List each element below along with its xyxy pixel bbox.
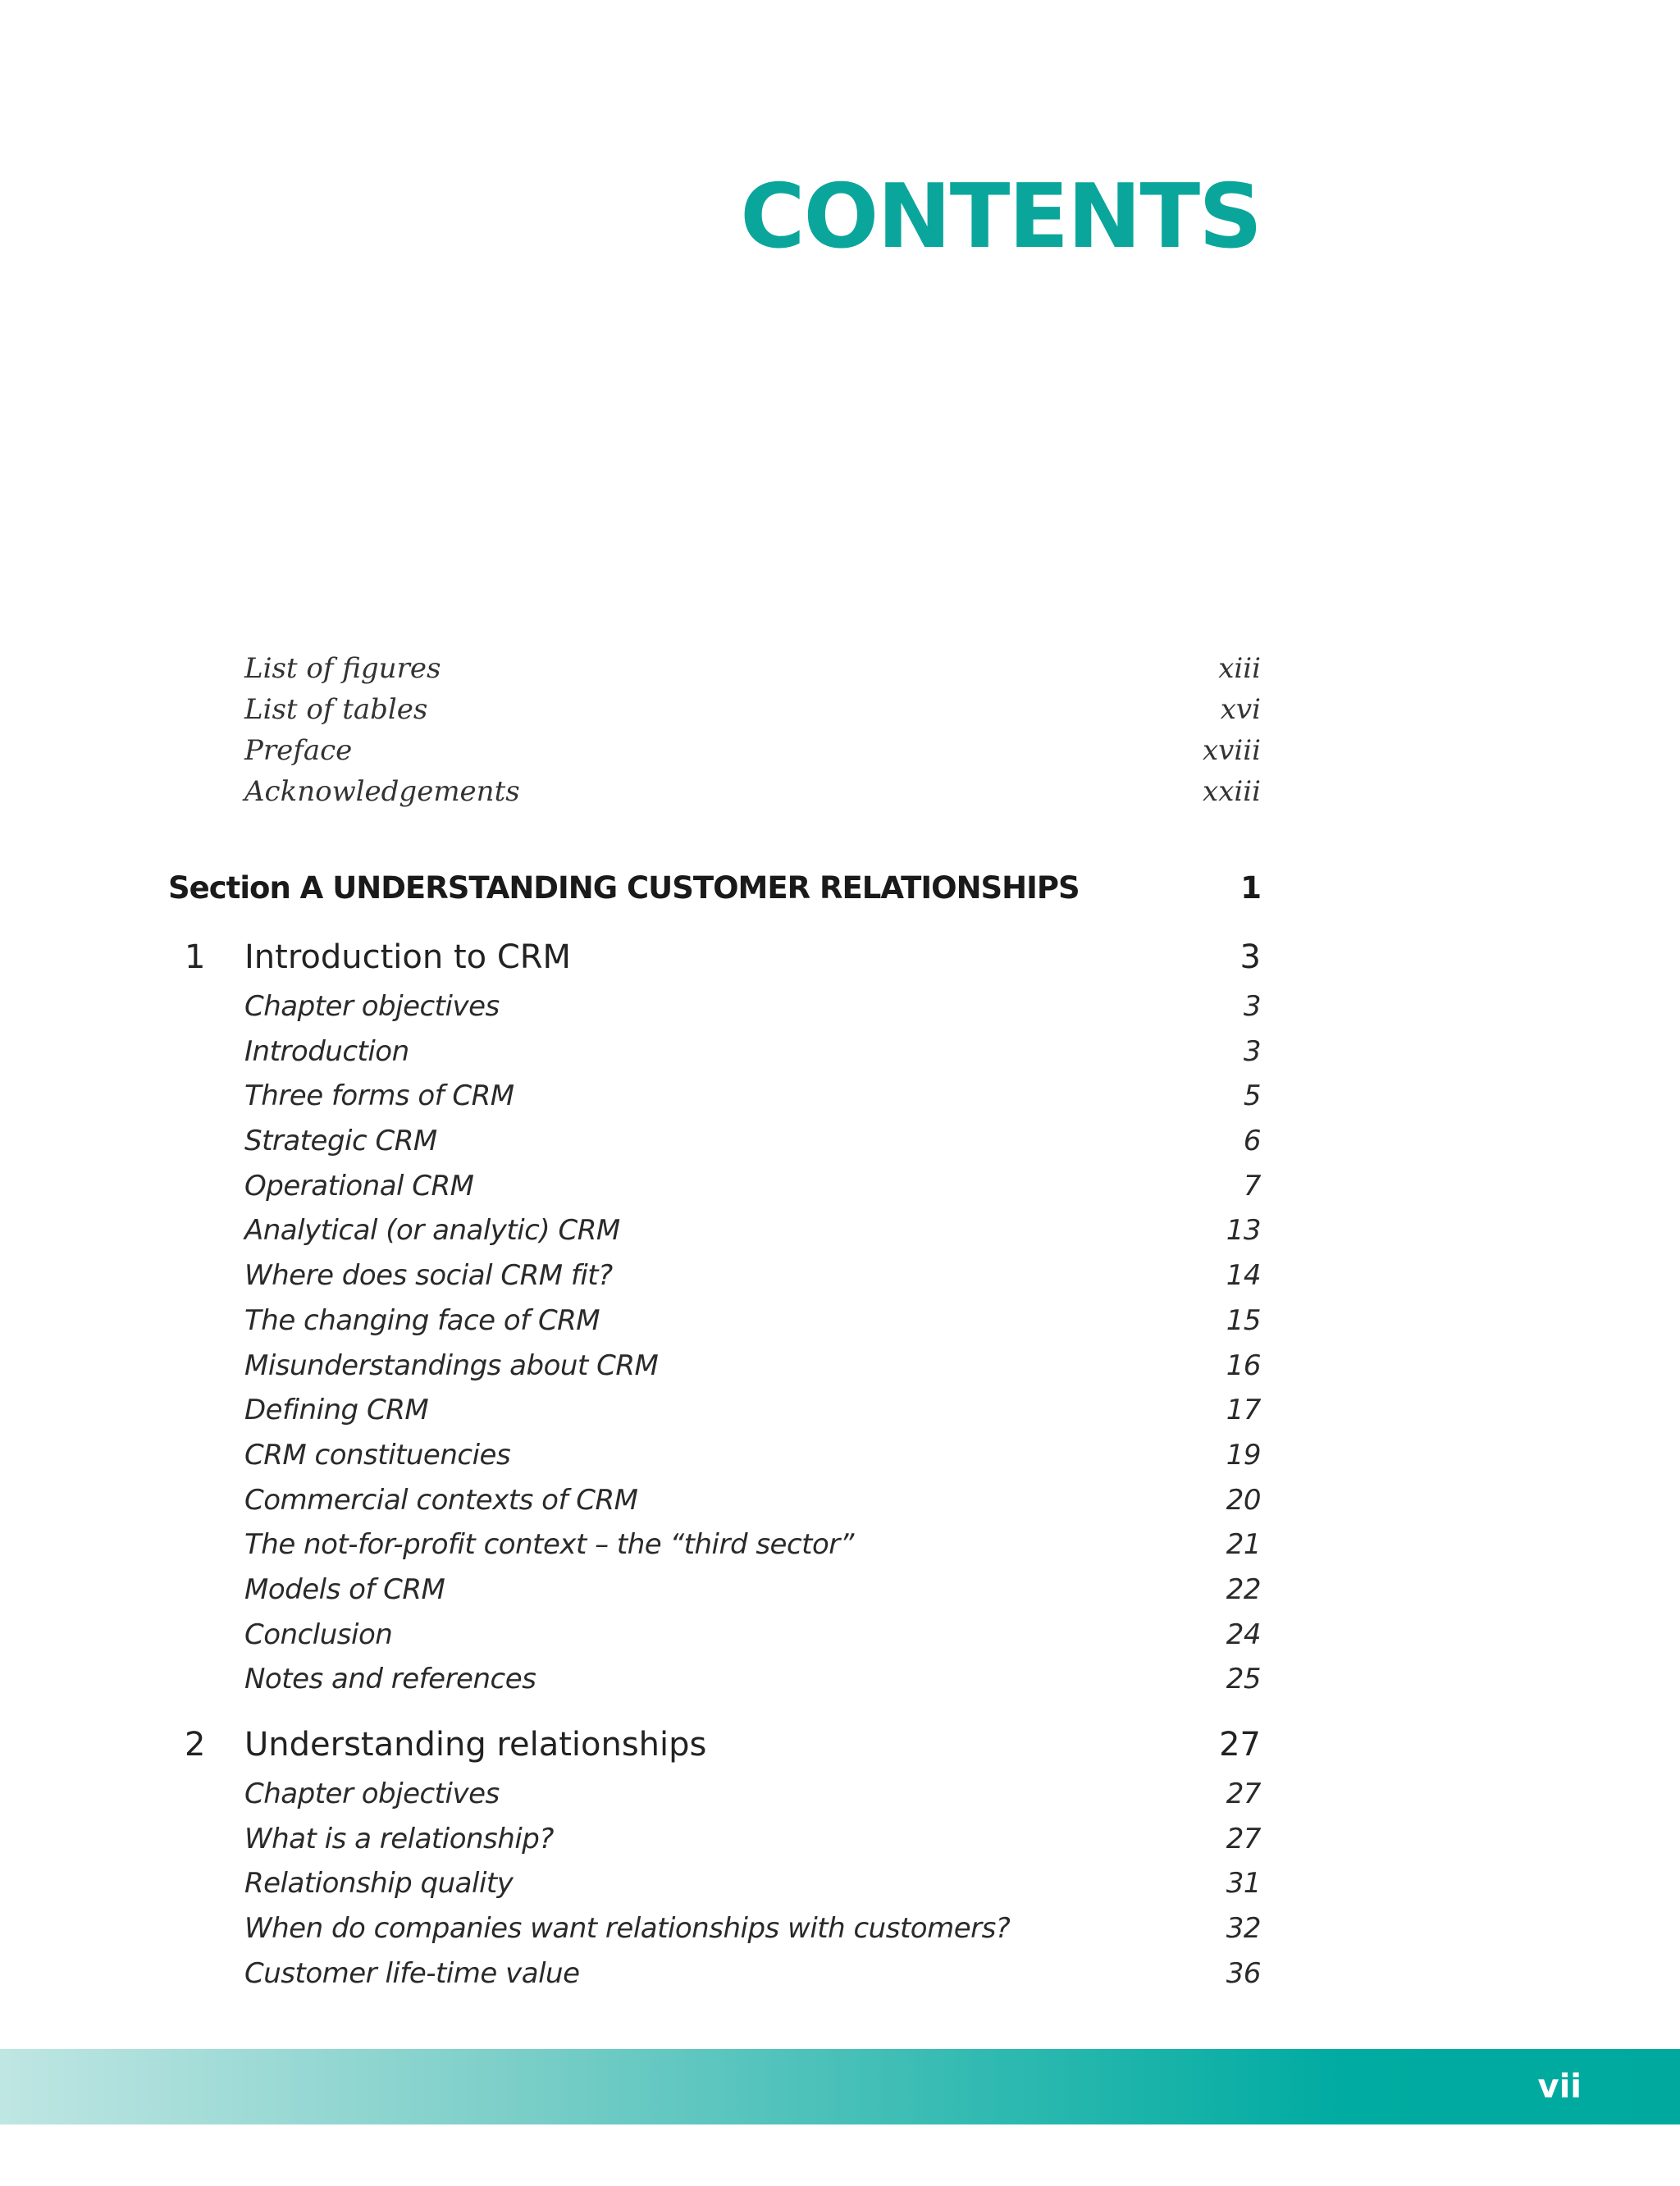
toc-entry-label: Customer life-time value [244, 1956, 580, 1990]
toc-entry-list-of-figures[interactable] [244, 648, 1261, 689]
toc-entry-page: 14 [1226, 1259, 1261, 1293]
toc-entry-page: 20 [1226, 1483, 1261, 1517]
toc-entry-label: What is a relationship? [244, 1822, 554, 1855]
section-title: Section A UNDERSTANDING CUSTOMER RELATIONSHIPS [168, 870, 1080, 906]
toc-entry-label: Preface [244, 734, 353, 767]
toc-entry-label: Commercial contexts of CRM [244, 1483, 638, 1517]
toc-entry-page: xxiii [1203, 775, 1261, 808]
toc-entry-label: Models of CRM [244, 1572, 445, 1606]
toc-entry-page: 21 [1226, 1528, 1261, 1562]
toc-entry[interactable] [244, 1433, 1261, 1478]
toc-entry-label: Strategic CRM [244, 1125, 437, 1158]
toc-entry[interactable] [244, 1074, 1261, 1119]
toc-entry-label: Analytical (or analytic) CRM [244, 1214, 620, 1248]
toc-entry[interactable] [244, 1817, 1261, 1862]
section-page: 1 [1240, 870, 1261, 906]
toc-entry-label: When do companies want relationships with customers? [244, 1912, 1011, 1946]
toc-entry-page: xiii [1218, 652, 1261, 685]
toc-entry-page: 19 [1226, 1438, 1261, 1472]
toc-entry-page: 27 [1226, 1778, 1261, 1810]
toc-entry-page: 31 [1226, 1867, 1261, 1901]
toc-entry[interactable] [244, 984, 1261, 1029]
toc-entry-label: CRM constituencies [244, 1438, 511, 1472]
toc-entry[interactable] [244, 1951, 1261, 1997]
chapter-number: 2 [185, 1726, 206, 1764]
chapter-number: 1 [185, 938, 206, 976]
toc-entry-page: 13 [1226, 1214, 1261, 1248]
toc-entry-preface[interactable] [244, 730, 1261, 771]
toc-entry-label: Notes and references [244, 1663, 536, 1696]
toc-entry-label: Operational CRM [244, 1169, 474, 1203]
toc-entry[interactable] [244, 1208, 1261, 1253]
toc-entry-label: Conclusion [244, 1618, 393, 1651]
toc-entry-label: Chapter objectives [244, 1778, 500, 1810]
toc-entry-page: 16 [1226, 1349, 1261, 1382]
toc-entry-page: 3 [1243, 1034, 1261, 1068]
toc-entry-page: 25 [1226, 1663, 1261, 1696]
toc-entry[interactable] [244, 1344, 1261, 1389]
chapter-title: Introduction to CRM [244, 938, 572, 976]
toc-entry[interactable] [244, 1861, 1261, 1906]
page-title: CONTENTS [740, 166, 1261, 268]
toc-entry-page: xvi [1220, 693, 1261, 726]
toc-entry-page: 32 [1226, 1912, 1261, 1946]
toc-entry-page: 7 [1243, 1169, 1261, 1203]
toc-entry-page: 17 [1226, 1394, 1261, 1427]
toc-entry[interactable] [244, 1164, 1261, 1209]
toc-entry-list-of-tables[interactable] [244, 689, 1261, 730]
toc-entry-page: 5 [1243, 1079, 1261, 1113]
toc-entry-label: Introduction [244, 1034, 409, 1068]
chapter-2 [185, 1718, 1261, 1996]
toc-entry[interactable] [244, 1657, 1261, 1702]
toc-entry-page: 22 [1226, 1572, 1261, 1606]
toc-entry[interactable] [244, 1388, 1261, 1433]
front-matter-list [244, 648, 1261, 812]
toc-entry[interactable] [244, 1119, 1261, 1164]
footer-band [0, 2049, 1680, 2124]
chapter-heading[interactable] [185, 1718, 1261, 1772]
toc-entry[interactable] [244, 1522, 1261, 1568]
toc-entry[interactable] [244, 1772, 1261, 1817]
toc-entry[interactable] [244, 1029, 1261, 1075]
page-number: vii [1537, 2068, 1582, 2106]
toc-entry-page: 3 [1243, 990, 1261, 1023]
toc-entry[interactable] [244, 1478, 1261, 1523]
toc-entry-label: List of tables [244, 693, 428, 726]
toc-entry-page: 27 [1226, 1822, 1261, 1855]
toc-entry-label: List of figures [244, 652, 441, 685]
toc-entry-label: Where does social CRM fit? [244, 1259, 613, 1293]
chapter-1 [185, 930, 1261, 1702]
toc-entry-label: Defining CRM [244, 1394, 429, 1427]
toc-entry-page: 6 [1243, 1125, 1261, 1158]
toc-entry-label: Three forms of CRM [244, 1079, 514, 1113]
toc-entry-label: Chapter objectives [244, 990, 500, 1023]
toc-entry-acknowledgements[interactable] [244, 771, 1261, 812]
chapter-page: 27 [1219, 1726, 1261, 1764]
toc-entry-page: xviii [1202, 734, 1261, 767]
toc-entry[interactable] [244, 1298, 1261, 1344]
toc-entry[interactable] [244, 1613, 1261, 1658]
toc-entry-label: The not-for-profit context – the “third sector” [244, 1528, 854, 1562]
toc-entry[interactable] [244, 1906, 1261, 1951]
toc-entry[interactable] [244, 1253, 1261, 1298]
toc-entry-label: Relationship quality [244, 1867, 514, 1901]
toc-entry-page: 36 [1226, 1956, 1261, 1990]
chapter-title: Understanding relationships [244, 1726, 707, 1764]
chapter-page: 3 [1239, 938, 1261, 976]
toc-entry-page: 15 [1226, 1303, 1261, 1337]
chapter-heading[interactable] [185, 930, 1261, 984]
section-heading[interactable] [168, 861, 1261, 915]
toc-entry-page: 24 [1226, 1618, 1261, 1651]
toc-entry-label: Misunderstandings about CRM [244, 1349, 659, 1382]
toc-entry[interactable] [244, 1568, 1261, 1613]
toc-entry-label: Acknowledgements [244, 775, 520, 808]
toc-entry-label: The changing face of CRM [244, 1303, 600, 1337]
